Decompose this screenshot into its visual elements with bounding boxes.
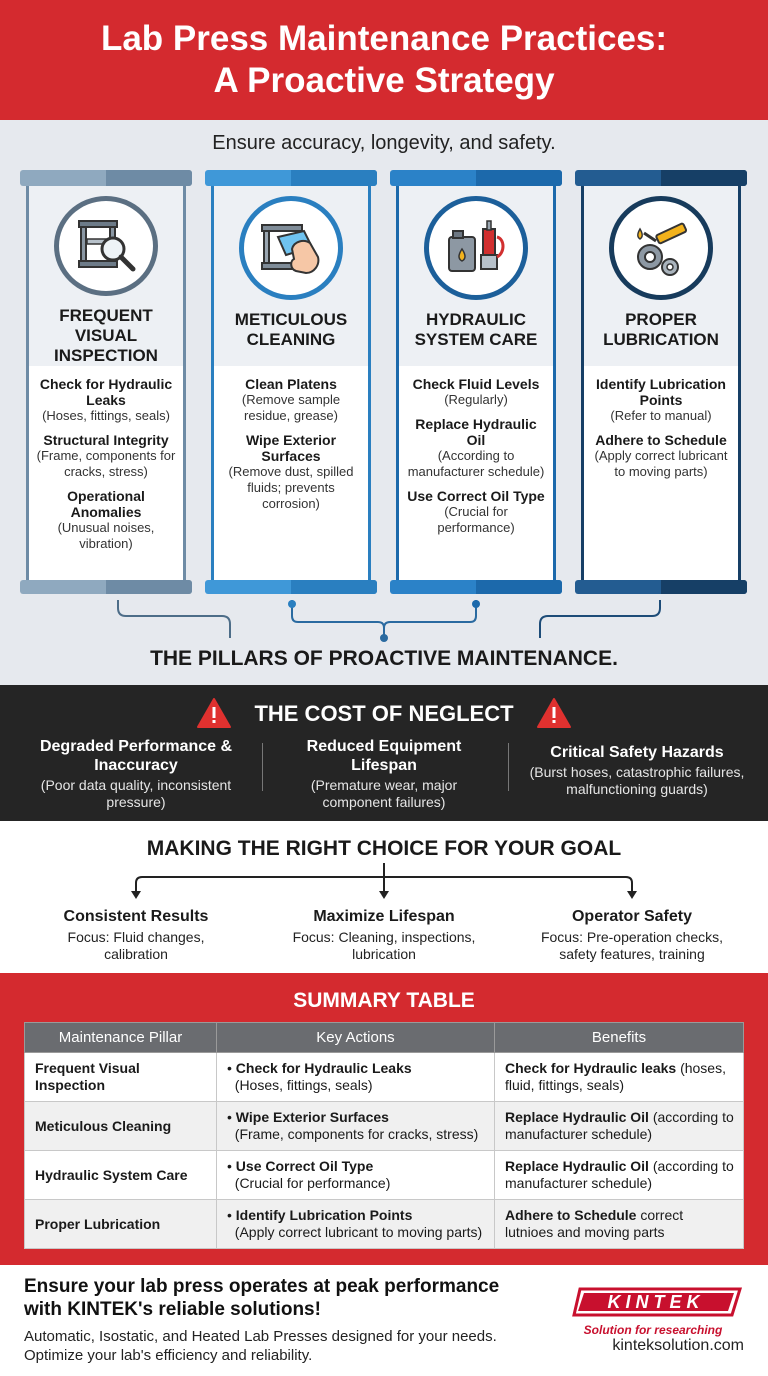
footer-desc-line: Automatic, Isostatic, and Heated Lab Presses designed for your needs. <box>24 1328 497 1345</box>
pillar-base <box>205 580 377 594</box>
cleaning-cloth-icon <box>239 196 343 300</box>
pillar-title: HYDRAULIC SYSTEM CARE <box>414 310 538 349</box>
pillars-section <box>0 120 768 685</box>
logo-text: KINTEK <box>607 1292 705 1312</box>
cost-of-neglect-section <box>0 685 768 821</box>
pillar-item-detail: (Crucial for performance) <box>437 504 515 535</box>
pillar-item-heading: Use Correct Oil Type <box>407 488 545 504</box>
pillar-item-detail: (Remove sample residue, grease) <box>241 392 341 423</box>
summary-table <box>24 1022 744 1249</box>
choice-item <box>36 907 236 963</box>
benefit-cell <box>495 1151 744 1200</box>
footer <box>0 1265 768 1376</box>
action-cell: • Check for Hydraulic Leaks (Hoses, fittings, seals) <box>217 1053 495 1102</box>
table-row <box>25 1102 744 1151</box>
pillar-top-cap <box>575 170 747 186</box>
action-cell: • Wipe Exterior Surfaces (Frame, components for cracks, stress) <box>217 1102 495 1151</box>
footer-description <box>24 1327 544 1365</box>
neglect-item <box>282 737 486 811</box>
pillar-top-cap <box>205 170 377 186</box>
pillar-item-detail: (Regularly) <box>444 392 508 407</box>
pillar-cell: Proper Lubrication <box>25 1200 217 1249</box>
magnifier-press-icon <box>54 196 158 296</box>
oil-can-cylinder-icon <box>424 196 528 300</box>
pillar-column <box>211 186 371 580</box>
benefit-cell <box>495 1200 744 1249</box>
neglect-title: THE COST OF NEGLECT <box>254 701 514 726</box>
pillar-item-detail: (Frame, components for cracks, stress) <box>36 448 176 479</box>
grease-gun-gears-icon <box>609 196 713 300</box>
subtitle: Ensure accuracy, longevity, and safety. <box>212 132 556 154</box>
action-heading: Identify Lubrication Points <box>235 1207 413 1223</box>
choice-title: MAKING THE RIGHT CHOICE FOR YOUR GOAL <box>146 837 622 860</box>
table-row <box>25 1053 744 1102</box>
right-choice-section <box>0 821 768 973</box>
pillar-column <box>396 186 556 580</box>
benefit-heading: Check for Hydraulic leaks <box>505 1060 677 1076</box>
choice-item-heading: Consistent Results <box>63 908 209 925</box>
pillar-item-detail: (Remove dust, spilled fluids; prevents corrosion) <box>228 464 354 511</box>
pillar-base <box>390 580 562 594</box>
benefit-cell <box>495 1102 744 1151</box>
divider <box>262 743 263 791</box>
pillar-base <box>20 580 192 594</box>
pillar-item-heading: Check Fluid Levels <box>412 376 540 392</box>
column-header: Benefits <box>495 1023 744 1053</box>
page-header <box>0 0 768 120</box>
action-detail: (Crucial for performance) <box>234 1175 391 1191</box>
pillar-lubrication <box>575 170 747 600</box>
page-title-line2: A Proactive Strategy <box>213 61 555 100</box>
pillar-visual-inspection <box>20 170 192 600</box>
pillar-item-detail: (Refer to manual) <box>610 408 712 423</box>
benefit-cell <box>495 1053 744 1102</box>
benefit-detail: (according to manufacturer schedule) <box>505 1158 734 1191</box>
table-header-row <box>25 1023 744 1053</box>
neglect-item-heading: Reduced Equipment Lifespan <box>306 738 462 774</box>
divider <box>508 743 509 791</box>
action-heading: Use Correct Oil Type <box>235 1158 374 1174</box>
page-title-line1: Lab Press Maintenance Practices: <box>100 19 668 58</box>
action-cell: • Identify Lubrication Points (Apply correct lubricant to moving parts) <box>217 1200 495 1249</box>
kintek-logo[interactable] <box>572 1285 744 1319</box>
choice-item-detail: Focus: Fluid changes, calibration <box>67 929 205 962</box>
pillar-item-heading: Wipe Exterior Surfaces <box>245 432 337 464</box>
pillar-column <box>26 186 186 580</box>
pillar-item-heading: Check for Hydraulic Leaks <box>39 376 173 408</box>
summary-title: SUMMARY TABLE <box>293 989 475 1012</box>
column-header: Key Actions <box>217 1023 495 1053</box>
pillar-item-heading: Operational Anomalies <box>67 488 145 520</box>
column-header: Maintenance Pillar <box>25 1023 217 1053</box>
pillar-title: METICULOUS CLEANING <box>234 310 348 349</box>
pillar-item-heading: Replace Hydraulic Oil <box>415 416 537 448</box>
benefit-heading: Adhere to Schedule <box>505 1207 637 1223</box>
pillar-item-heading: Identify Lubrication Points <box>596 376 726 408</box>
brand-tagline: Solution for researching <box>583 1323 723 1337</box>
pillar-top-cap <box>20 170 192 186</box>
pillar-item-heading: Adhere to Schedule <box>595 432 727 448</box>
benefit-detail: correct lutnioes and moving parts <box>505 1207 684 1240</box>
pillar-item-detail: (Hoses, fittings, seals) <box>42 408 170 423</box>
choice-item <box>532 907 732 963</box>
choice-arrows <box>0 861 768 905</box>
pillar-cell: Frequent Visual Inspection <box>25 1053 217 1102</box>
benefit-detail: (according to manufacturer schedule) <box>505 1109 734 1142</box>
pillar-item-heading: Structural Integrity <box>43 432 169 448</box>
neglect-item <box>522 737 752 798</box>
pillar-cleaning <box>205 170 377 600</box>
pillar-item-heading: Clean Platens <box>245 376 337 392</box>
warning-icon <box>536 697 572 729</box>
website-link[interactable]: kinteksolution.com <box>612 1337 744 1354</box>
pillar-item-detail: (Unusual noises, vibration) <box>57 520 155 551</box>
pillar-top-cap <box>390 170 562 186</box>
table-row <box>25 1200 744 1249</box>
neglect-item-detail: (Burst hoses, catastrophic failures, malfunctioning guards) <box>529 764 745 797</box>
pillars-caption: THE PILLARS OF PROACTIVE MAINTENANCE. <box>150 647 618 670</box>
call-to-action: Ensure your lab press operates at peak performance with KINTEK's reliable solutions! <box>24 1276 500 1320</box>
choice-item-detail: Focus: Pre-operation checks, safety features, training <box>540 929 724 962</box>
pillar-base <box>575 580 747 594</box>
choice-item-heading: Operator Safety <box>571 908 693 925</box>
benefit-heading: Replace Hydraulic Oil <box>505 1158 649 1174</box>
pillar-title: FREQUENT VISUAL INSPECTION <box>54 306 158 365</box>
pillar-title: PROPER LUBRICATION <box>603 310 719 349</box>
action-detail: (Hoses, fittings, seals) <box>234 1077 373 1093</box>
pillar-item-detail: (Apply correct lubricant to moving parts) <box>594 448 728 479</box>
neglect-item-heading: Degraded Performance & Inaccuracy <box>39 738 233 774</box>
benefit-heading: Replace Hydraulic Oil <box>505 1109 649 1125</box>
neglect-item-detail: (Premature wear, major component failures) <box>310 777 458 810</box>
choice-item-heading: Maximize Lifespan <box>313 908 455 925</box>
choice-item-detail: Focus: Cleaning, inspections, lubrication <box>292 929 476 962</box>
benefit-detail: (hoses, fluid, fittings, seals) <box>505 1060 726 1093</box>
footer-desc-line: Optimize your lab's efficiency and reliability. <box>24 1347 313 1364</box>
action-cell: • Use Correct Oil Type (Crucial for performance) <box>217 1151 495 1200</box>
choice-item <box>284 907 484 963</box>
neglect-item <box>22 737 250 811</box>
pillar-column <box>581 186 741 580</box>
action-heading: Wipe Exterior Surfaces <box>235 1109 389 1125</box>
table-row <box>25 1151 744 1200</box>
pillar-cell: Hydraulic System Care <box>25 1151 217 1200</box>
action-heading: Check for Hydraulic Leaks <box>235 1060 412 1076</box>
action-detail: (Apply correct lubricant to moving parts) <box>234 1224 483 1240</box>
neglect-item-heading: Critical Safety Hazards <box>550 744 724 761</box>
pillar-item-detail: (According to manufacturer schedule) <box>407 448 545 479</box>
action-detail: (Frame, components for cracks, stress) <box>234 1126 479 1142</box>
pillar-hydraulic-care <box>390 170 562 600</box>
summary-section <box>0 973 768 1265</box>
neglect-item-detail: (Poor data quality, inconsistent pressure) <box>40 777 232 810</box>
pillar-cell: Meticulous Cleaning <box>25 1102 217 1151</box>
